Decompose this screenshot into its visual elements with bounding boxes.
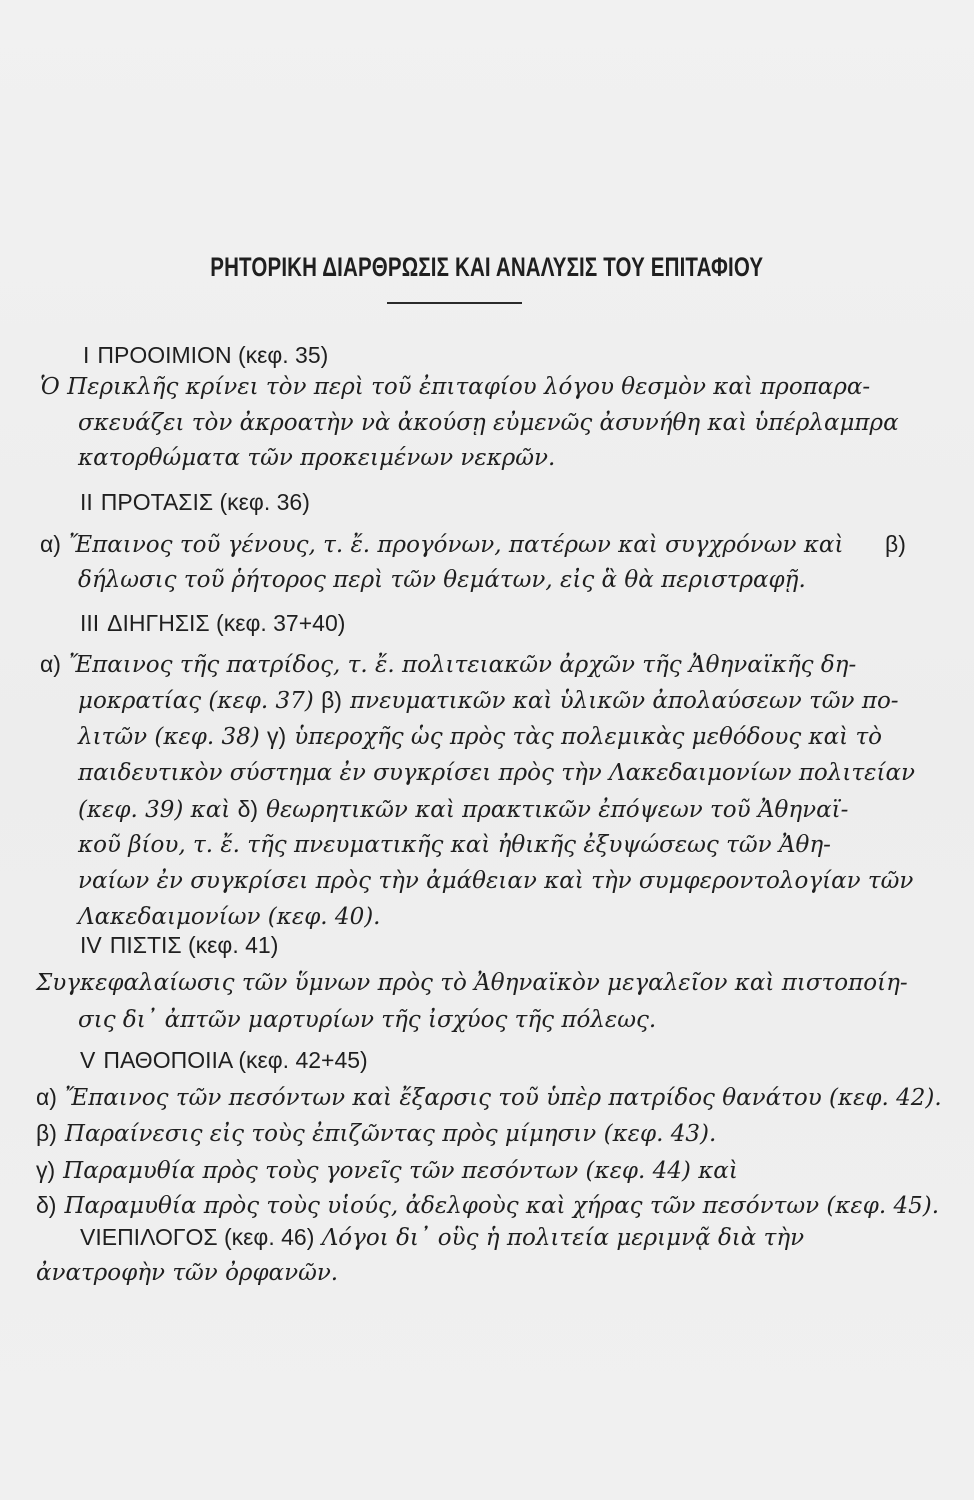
text-span: λιτῶν (κεφ. 38) — [78, 724, 260, 750]
text-span: Παραμυθία πρὸς τοὺς υἱούς, ἀδελφοὺς καὶ χήρας τῶν πεσόντων (κεφ. 45). — [64, 1193, 940, 1219]
section-title: ΠΡΟΟΙΜΙΟΝ (κεφ. 35) — [97, 342, 329, 368]
list-marker: γ) — [267, 723, 287, 749]
text-span: (κεφ. 39) καὶ — [78, 797, 231, 823]
list-marker: δ) — [36, 1192, 57, 1218]
text-span: Ἔπαινος τῶν πεσόντων καὶ ἔξαρσις τοῦ ὑπὲρ πατρίδος θανάτου (κεφ. 42). — [64, 1085, 942, 1111]
section-title: ΠΙΣΤΙΣ (κεφ. 41) — [109, 932, 279, 958]
text-line: σις δι᾽ ἀπτῶν μαρτυρίων τῆς ἰσχύος τῆς πόλεως. — [78, 1007, 657, 1033]
section-numeral: IV — [80, 932, 102, 958]
text-line: δήλωσις τοῦ ῥήτορος περὶ τῶν θεμάτων, εἰς ἃ θὰ περιστραφῇ. — [78, 567, 806, 593]
text-span: Ἔπαινος τοῦ γένους, τ. ἔ. προγόνων, πατέρων καὶ συγχρόνων καὶ — [68, 532, 844, 558]
section-title: ΠΡΟΤΑΣΙΣ (κεφ. 36) — [100, 489, 310, 515]
text-line — [40, 529, 843, 560]
list-item — [36, 1190, 939, 1221]
section-title: ΔΙΗΓΗΣΙΣ (κεφ. 37+40) — [107, 610, 346, 636]
section-numeral: V — [80, 1047, 96, 1073]
list-marker: γ) — [36, 1157, 56, 1183]
list-marker: δ) — [237, 796, 259, 822]
text-line — [78, 794, 848, 825]
text-line: ναίων ἐν συγκρίσει πρὸς τὴν ἀμάθειαν καὶ τὴν συμφεροντολογίαν τῶν — [78, 868, 914, 894]
text-line — [40, 649, 856, 680]
section-title: ΕΠΙΛΟΓΟΣ (κεφ. 46) — [101, 1224, 315, 1250]
page-title: ΡΗΤΟΡΙΚΗ ΔΙΑΡΘΡΩΣΙΣ ΚΑΙ ΑΝΑΛΥΣΙΣ ΤΟΥ ΕΠΙΤΑΦΙΟΥ — [210, 252, 764, 282]
section-heading-pathopoiia — [80, 1045, 368, 1075]
section-heading-protasis — [80, 487, 310, 517]
text-line: Συγκεφαλαίωσις τῶν ὕμνων πρὸς τὸ Ἀθηναϊκὸν μεγαλεῖον καὶ πιστοποίη- — [36, 970, 908, 996]
section-heading-diegesis — [80, 608, 345, 638]
text-line: κοῦ βίου, τ. ἔ. τῆς πνευματικῆς καὶ ἠθικῆς ἐξυψώσεως τῶν Ἀθη- — [78, 832, 831, 858]
text-line: κατορθώματα τῶν προκειμένων νεκρῶν. — [78, 445, 556, 471]
list-marker: β) — [321, 687, 342, 713]
text-span: Παραίνεσις εἰς τοὺς ἐπιζῶντας πρὸς μίμησιν (κεφ. 43). — [64, 1121, 717, 1147]
text-span: ὑπεροχῆς ὡς πρὸς τὰς πολεμικὰς μεθόδους καὶ τὸ — [294, 724, 883, 750]
text-span: μοκρατίας (κεφ. 37) — [78, 688, 314, 714]
text-line — [78, 685, 899, 716]
text-span: πνευματικῶν καὶ ὑλικῶν ἀπολαύσεων τῶν πο- — [349, 688, 899, 714]
list-marker: α) — [40, 531, 61, 557]
text-line: σκευάζει τὸν ἀκροατὴν νὰ ἀκούσῃ εὐμενῶς ἀσυνήθη καὶ ὑπέρλαμπρα — [78, 410, 899, 436]
list-marker: β) — [36, 1120, 57, 1146]
text-line — [78, 721, 882, 752]
list-item — [36, 1118, 716, 1149]
list-item — [36, 1155, 738, 1186]
text-span: Λόγοι δι᾽ οὓς ἡ πολιτεία μεριμνᾷ διὰ τὴν — [321, 1225, 805, 1251]
text-line: ἀνατροφὴν τῶν ὀρφανῶν. — [36, 1260, 339, 1286]
section-numeral: VI — [80, 1224, 102, 1250]
text-span: Ἔπαινος τῆς πατρίδος, τ. ἔ. πολιτειακῶν ἀρχῶν τῆς Ἀθηναϊκῆς δη- — [68, 652, 857, 678]
section-heading-epilogos — [80, 1222, 804, 1253]
text-line: παιδευτικὸν σύστημα ἐν συγκρίσει πρὸς τὴν Λακεδαιμονίων πολιτείαν — [78, 760, 915, 786]
list-marker: α) — [36, 1084, 57, 1110]
list-marker: β) — [885, 531, 906, 557]
section-title: ΠΑΘΟΠΟΙΙΑ (κεφ. 42+45) — [103, 1047, 368, 1073]
text-span: Παραμυθία πρὸς τοὺς γονεῖς τῶν πεσόντων (κεφ. 44) καὶ — [63, 1158, 738, 1184]
text-line: Ὁ Περικλῆς κρίνει τὸν περὶ τοῦ ἐπιταφίου λόγου θεσμὸν καὶ προπαρα- — [40, 374, 871, 400]
section-numeral: III — [80, 610, 100, 636]
list-item — [36, 1082, 942, 1113]
section-numeral: II — [80, 489, 93, 515]
text-line: Λακεδαιμονίων (κεφ. 40). — [78, 904, 381, 930]
list-marker: α) — [40, 651, 61, 677]
title-underline — [387, 302, 522, 304]
section-numeral: I — [83, 342, 90, 368]
text-span: θεωρητικῶν καὶ πρακτικῶν ἐπόψεων τοῦ Ἀθηναϊ- — [266, 797, 849, 823]
section-heading-pistis — [80, 930, 278, 960]
section-heading-prooimion — [83, 340, 328, 370]
